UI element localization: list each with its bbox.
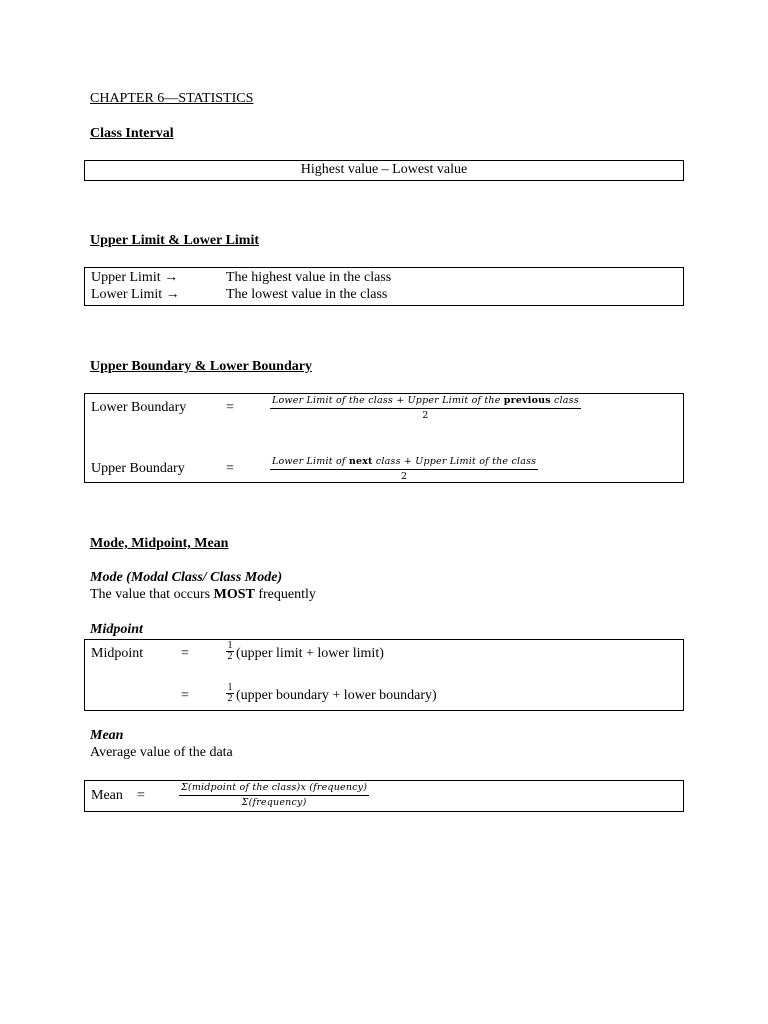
lower-limit-label: Lower Limit →: [91, 287, 180, 302]
class-interval-box: [84, 160, 684, 181]
upper-boundary-numerator: Lower Limit of next class + Upper Limit of the class: [270, 456, 538, 470]
limits-box: [84, 267, 684, 306]
midpoint-box: [84, 639, 684, 711]
class-interval-heading: Class Interval: [90, 126, 174, 141]
half-fraction-2: 1 2: [227, 682, 233, 704]
midpoint-expression-1: (upper limit + lower limit): [236, 646, 384, 661]
boundaries-box: [84, 393, 684, 483]
mmm-heading: Mode, Midpoint, Mean: [90, 536, 229, 551]
upper-boundary-denominator: 2: [401, 471, 408, 482]
upper-boundary-fraction: [270, 456, 538, 483]
mean-denominator: Σ(frequency): [241, 797, 307, 808]
mean-description: Average value of the data: [90, 745, 233, 760]
midpoint-expression-2: (upper boundary + lower boundary): [236, 688, 437, 703]
limits-heading: Upper Limit & Lower Limit: [90, 233, 260, 248]
mean-fraction: [179, 782, 369, 809]
mode-heading: Mode (Modal Class/ Class Mode): [90, 570, 283, 585]
midpoint-heading: Midpoint: [90, 622, 143, 637]
mode-description: The value that occurs MOST frequently: [90, 587, 316, 602]
mean-heading: Mean: [90, 728, 124, 743]
midpoint-label: Midpoint: [91, 646, 144, 661]
mean-equals: =: [137, 788, 145, 803]
lower-boundary-fraction: [270, 395, 581, 422]
mean-label: Mean: [91, 788, 123, 803]
lower-boundary-numerator: Lower Limit of the class + Upper Limit of the previous class: [270, 395, 581, 409]
upper-boundary-label: Upper Boundary: [91, 461, 185, 476]
lower-boundary-label: Lower Boundary: [91, 400, 187, 415]
lower-boundary-denominator: 2: [422, 410, 429, 421]
chapter-title: CHAPTER 6—STATISTICS: [90, 91, 254, 106]
upper-boundary-equals: =: [226, 461, 234, 476]
lower-boundary-equals: =: [226, 400, 234, 415]
upper-limit-label: Upper Limit →: [91, 270, 179, 285]
boundaries-heading: Upper Boundary & Lower Boundary: [90, 359, 312, 374]
class-interval-formula: Highest value – Lowest value: [300, 162, 468, 177]
half-fraction-1: 1 2: [227, 640, 233, 662]
midpoint-equals-1: =: [181, 646, 189, 661]
mean-numerator: Σ(midpoint of the class)x (frequency): [179, 782, 369, 796]
midpoint-equals-2: =: [181, 688, 189, 703]
mean-box: [84, 780, 684, 812]
lower-limit-desc: The lowest value in the class: [226, 287, 388, 302]
upper-limit-desc: The highest value in the class: [226, 270, 392, 285]
